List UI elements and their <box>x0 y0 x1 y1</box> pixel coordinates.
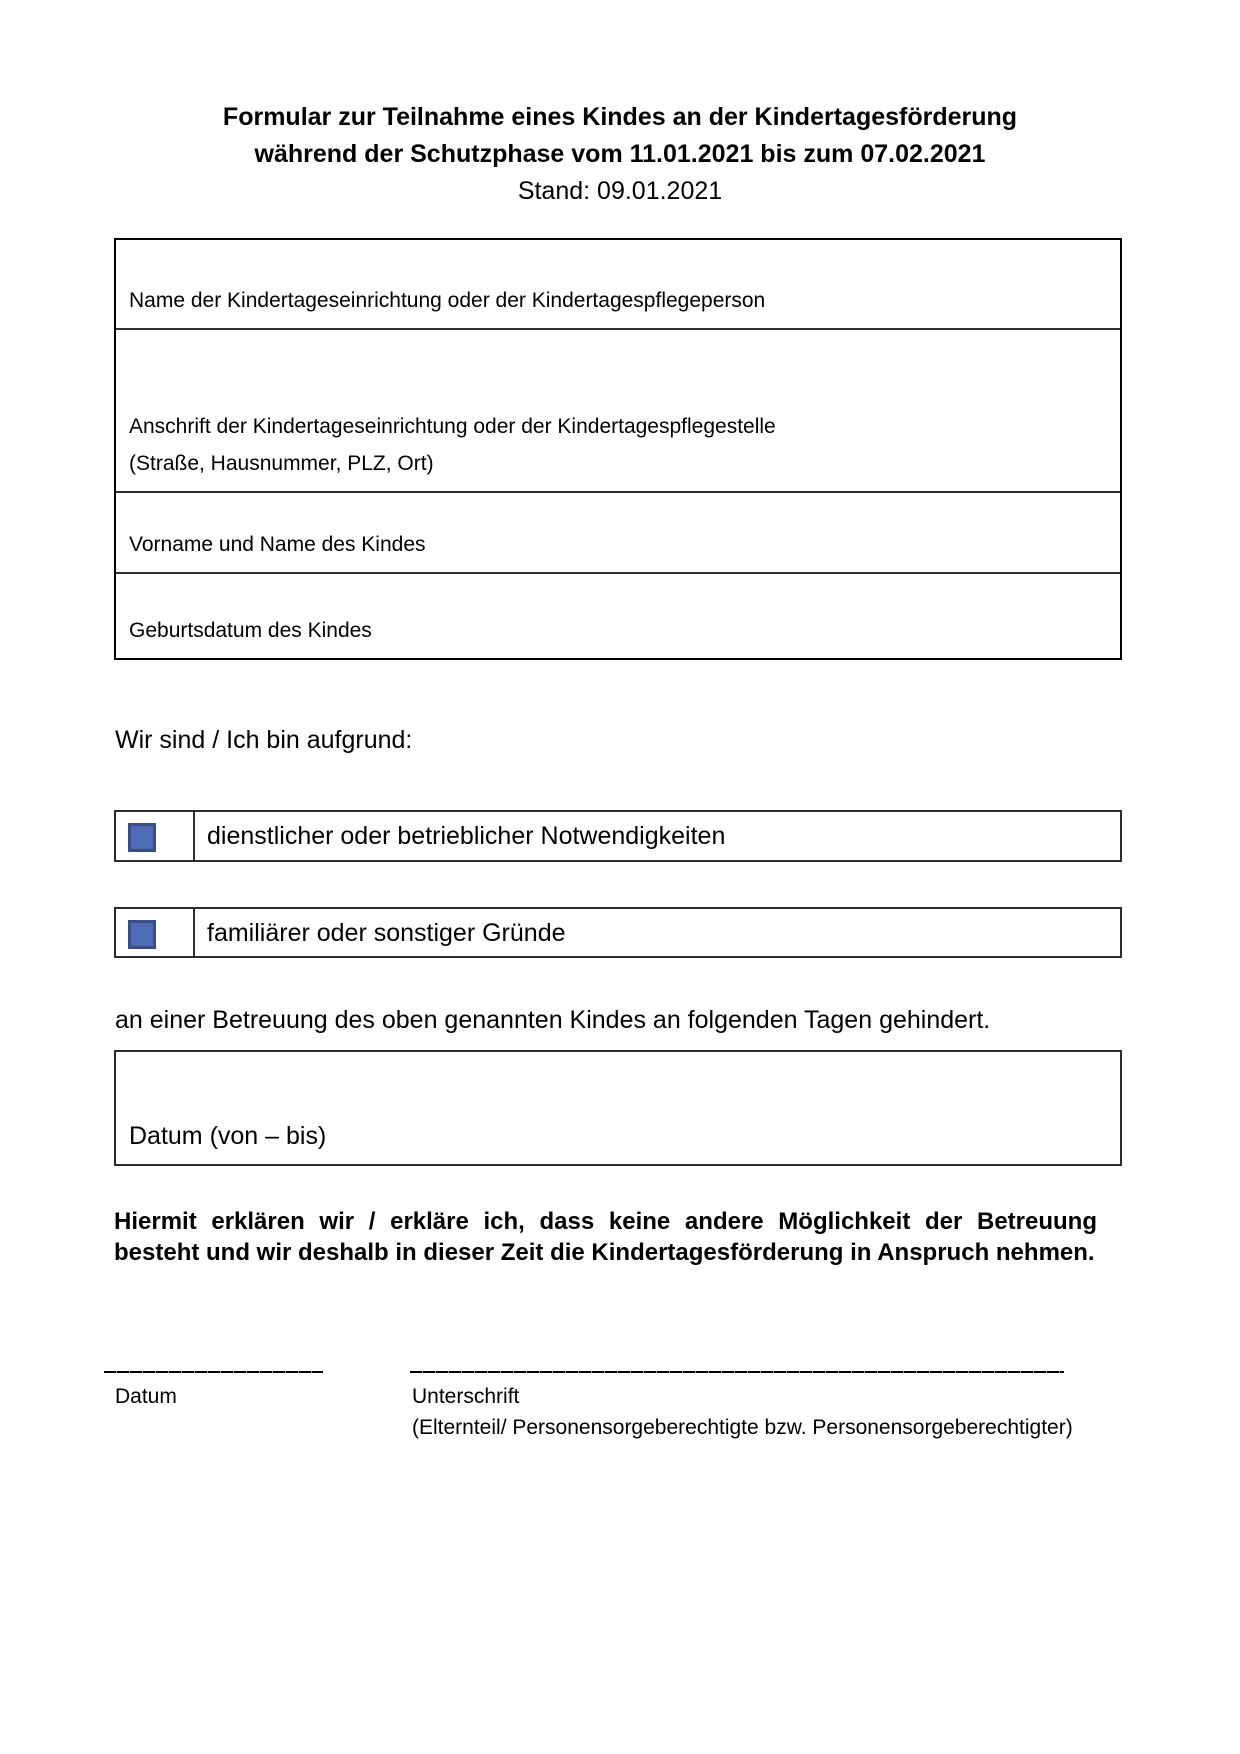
field-facility-address-label-main: Anschrift der Kindertageseinrichtung oder der Kindertagespflegestelle <box>129 415 776 438</box>
field-facility-address-label <box>129 408 776 482</box>
reason-outro-text: an einer Betreuung des oben genannten Kindes an folgenden Tagen gehindert. <box>115 1006 991 1034</box>
declaration-line-2: besteht und wir deshalb in dieser Zeit die Kindertagesförderung in Anspruch nehmen. <box>114 1239 1095 1266</box>
field-facility-name-label: Name der Kindertageseinrichtung oder der Kindertagespflegeperson <box>129 289 766 312</box>
checkbox-cell-dienstlich <box>116 812 195 860</box>
field-child-birthdate[interactable] <box>116 572 1120 658</box>
field-child-name[interactable] <box>116 491 1120 572</box>
signature-line[interactable] <box>410 1371 1064 1373</box>
facility-info-table <box>114 238 1122 660</box>
declaration-text <box>114 1206 1124 1268</box>
field-facility-address[interactable] <box>116 328 1120 491</box>
signature-sublabel: (Elternteil/ Personensorgeberechtigte bzw. Personensorgeberechtigter) <box>412 1416 1073 1439</box>
form-title-block <box>0 99 1240 210</box>
field-child-name-label: Vorname und Name des Kindes <box>129 533 426 556</box>
field-child-birthdate-label: Geburtsdatum des Kindes <box>129 619 372 642</box>
checkbox-cell-familiaer <box>116 909 195 956</box>
form-title-line-2: während der Schutzphase vom 11.01.2021 bis zum 07.02.2021 <box>254 140 986 168</box>
declaration-line-1: Hiermit erklären wir / erkläre ich, dass keine andere Möglichkeit der Betreuung <box>114 1208 1097 1235</box>
checkbox-familiaer[interactable] <box>128 920 156 949</box>
reason-option-row-dienstlich <box>114 810 1122 862</box>
field-facility-name[interactable] <box>116 240 1120 328</box>
signature-date-label: Datum <box>115 1385 177 1408</box>
field-date-range[interactable] <box>114 1050 1122 1166</box>
form-title-line-1: Formular zur Teilnahme eines Kindes an der Kindertagesförderung <box>222 103 1018 131</box>
field-date-range-label: Datum (von – bis) <box>129 1122 327 1150</box>
reason-option-label-familiaer: familiärer oder sonstiger Gründe <box>207 919 566 947</box>
date-signature-line[interactable] <box>104 1371 323 1373</box>
reason-intro-text: Wir sind / Ich bin aufgrund: <box>115 726 413 754</box>
signature-label: Unterschrift <box>412 1385 520 1408</box>
field-facility-address-label-sub: (Straße, Hausnummer, PLZ, Ort) <box>129 452 434 475</box>
reason-option-row-familiaer <box>114 907 1122 958</box>
checkbox-dienstlich[interactable] <box>128 823 156 852</box>
form-version-date: Stand: 09.01.2021 <box>517 177 723 205</box>
reason-option-label-dienstlich: dienstlicher oder betrieblicher Notwendigkeiten <box>207 822 726 850</box>
signature-label-block <box>412 1381 1073 1443</box>
